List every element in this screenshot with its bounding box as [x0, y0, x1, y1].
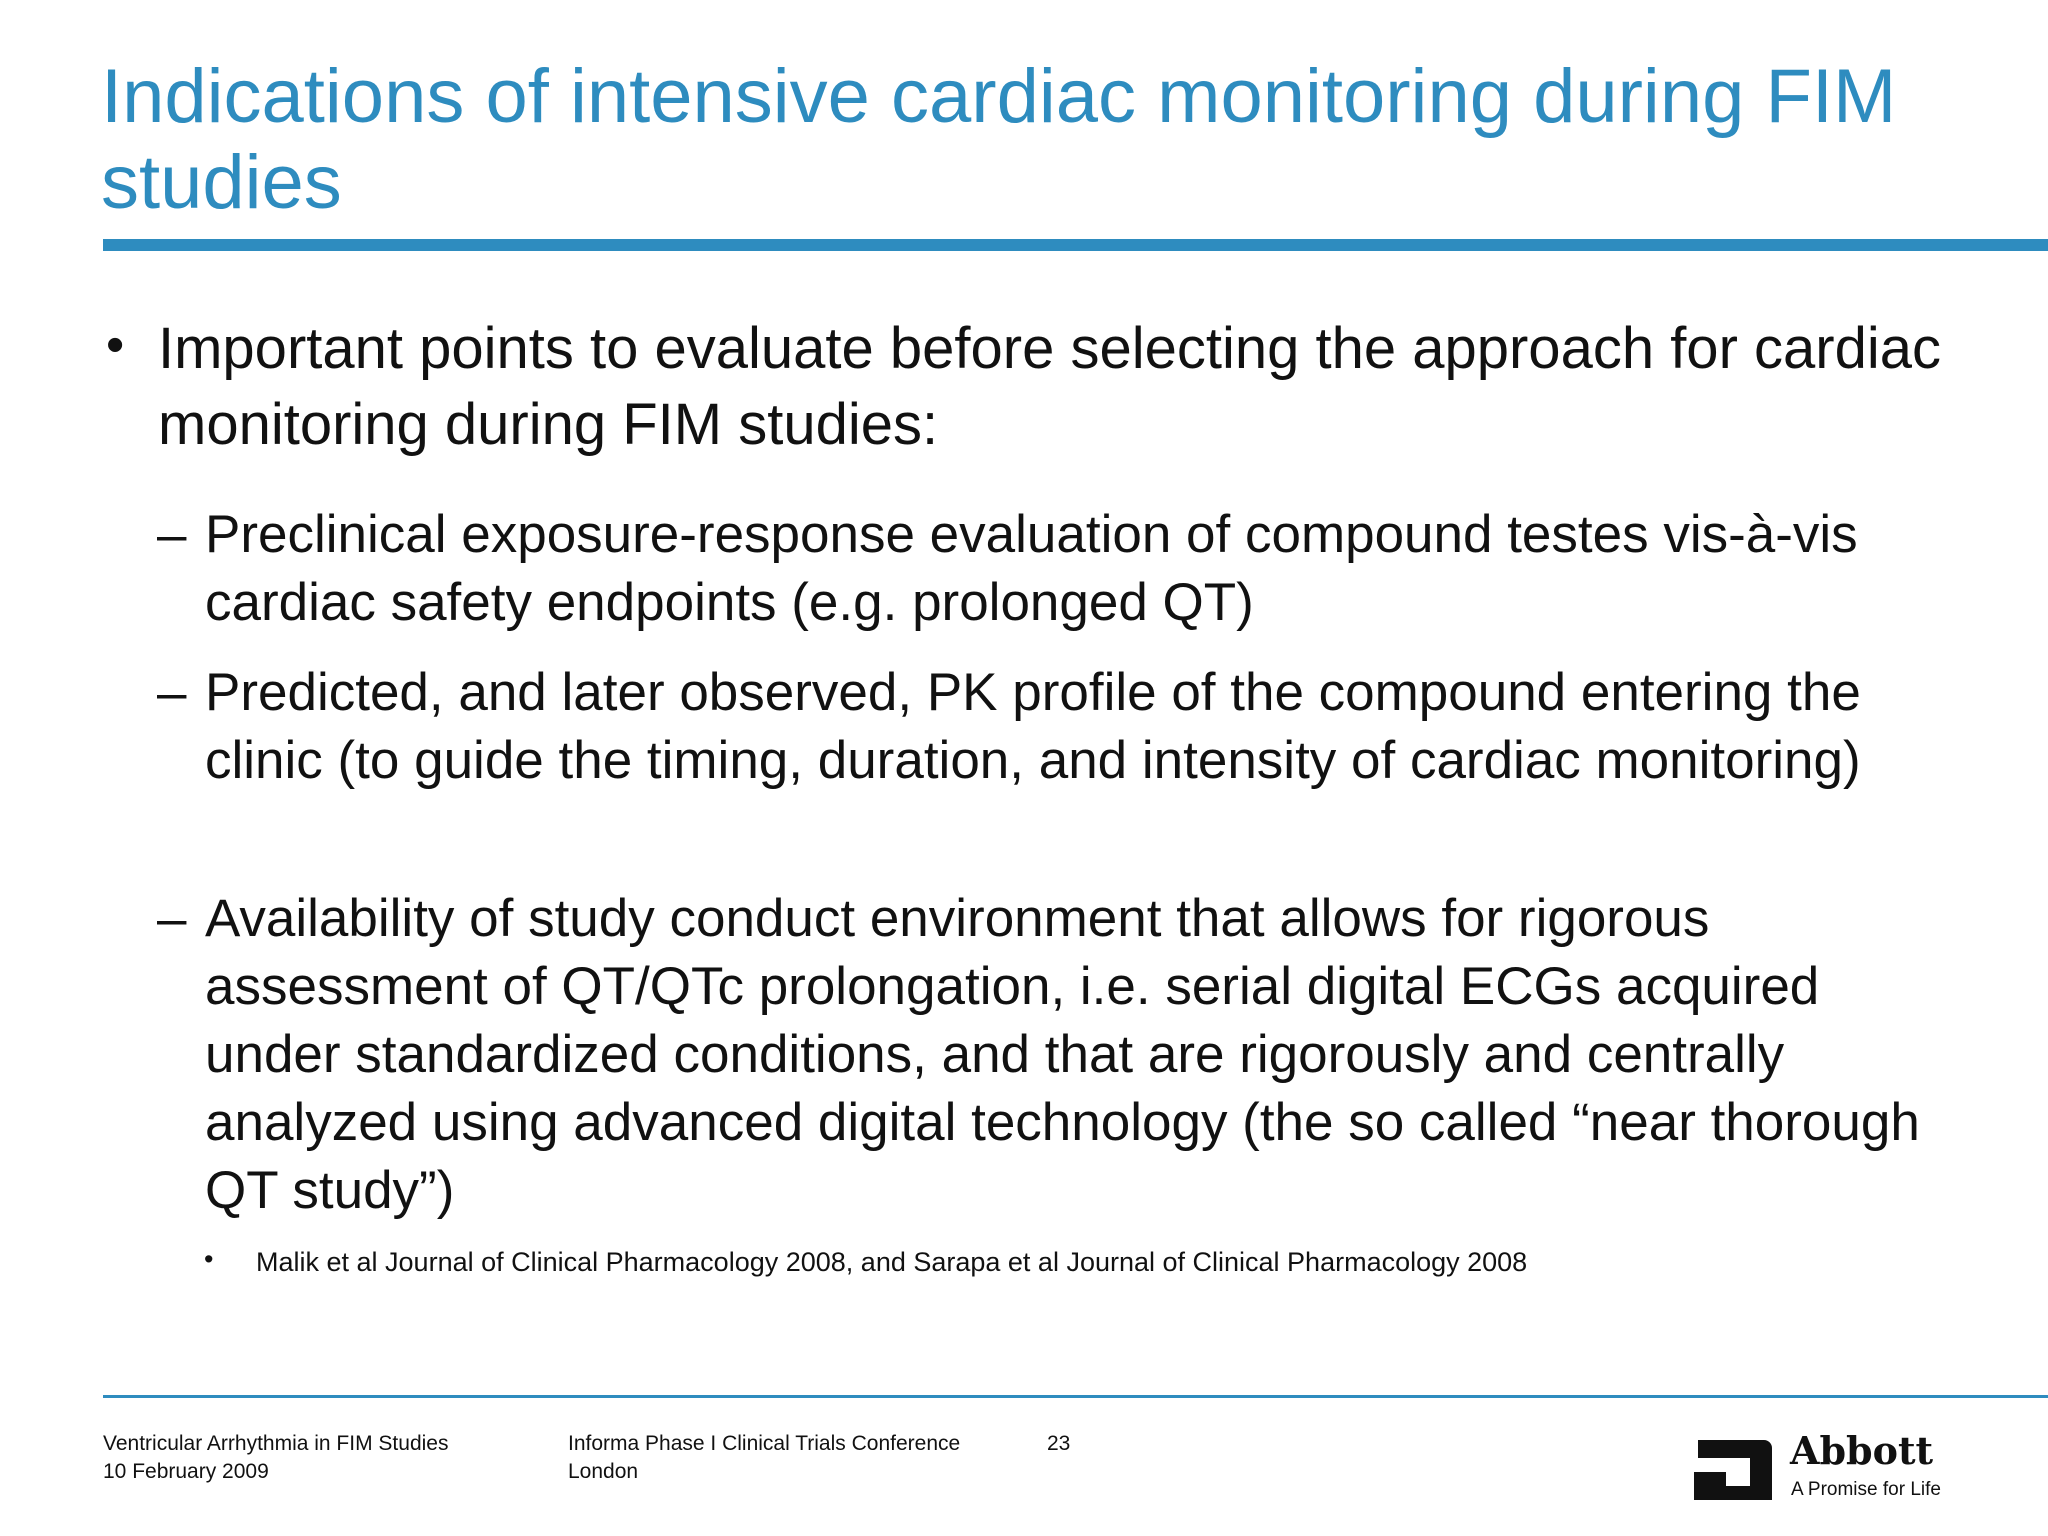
slide-title: Indications of intensive cardiac monitoring during FIM studies	[101, 54, 1897, 225]
sub-bullet	[157, 885, 1945, 1225]
sub-bullet	[157, 659, 1945, 795]
reference-text: Malik et al Journal of Clinical Pharmacology 2008, and Sarapa et al Journal of Clinical Pharmacology 2008	[256, 1247, 1528, 1277]
abbott-logo-icon	[1692, 1436, 1774, 1504]
dash-marker: –	[157, 663, 187, 722]
abbott-logo	[1690, 1428, 1960, 1512]
sub-bullet-text: Availability of study conduct environment that allows for rigorous assessment of QT/QTc prolongation, i.e. serial digital ECGs acquired under standardized conditions, and that are rigorously and centrally analyzed using advanced digital technology (the so called “near thorough QT study”)	[205, 889, 1920, 1220]
bullet-marker: •	[106, 316, 125, 374]
dash-marker: –	[157, 505, 187, 564]
title-divider	[103, 239, 2048, 251]
footer-presentation-title: Ventricular Arrhythmia in FIM Studies	[103, 1432, 449, 1455]
logo-name: Abbott	[1790, 1428, 1934, 1473]
footer-divider	[103, 1395, 2048, 1398]
footer-date: 10 February 2009	[103, 1460, 269, 1483]
bullet-marker: •	[204, 1244, 214, 1274]
sub-bullet-text: Predicted, and later observed, PK profile of the compound entering the clinic (to guide the timing, duration, and intensity of cardiac monitoring)	[205, 663, 1861, 790]
reference-note	[204, 1244, 1956, 1279]
page-number: 23	[1047, 1432, 1071, 1455]
footer-left	[103, 1430, 448, 1486]
main-bullet-text: Important points to evaluate before selecting the approach for cardiac monitoring during FIM studies:	[158, 316, 1941, 457]
main-bullet	[106, 311, 1958, 463]
logo-tagline: A Promise for Life	[1791, 1479, 1941, 1500]
dash-marker: –	[157, 889, 187, 948]
footer-center	[568, 1430, 960, 1486]
sub-bullet	[157, 501, 1945, 637]
footer-location: London	[568, 1460, 639, 1483]
footer-conference: Informa Phase I Clinical Trials Conference	[568, 1432, 961, 1455]
sub-bullet-text: Preclinical exposure-response evaluation of compound testes vis-à-vis cardiac safety endpoints (e.g. prolonged QT)	[205, 505, 1858, 632]
